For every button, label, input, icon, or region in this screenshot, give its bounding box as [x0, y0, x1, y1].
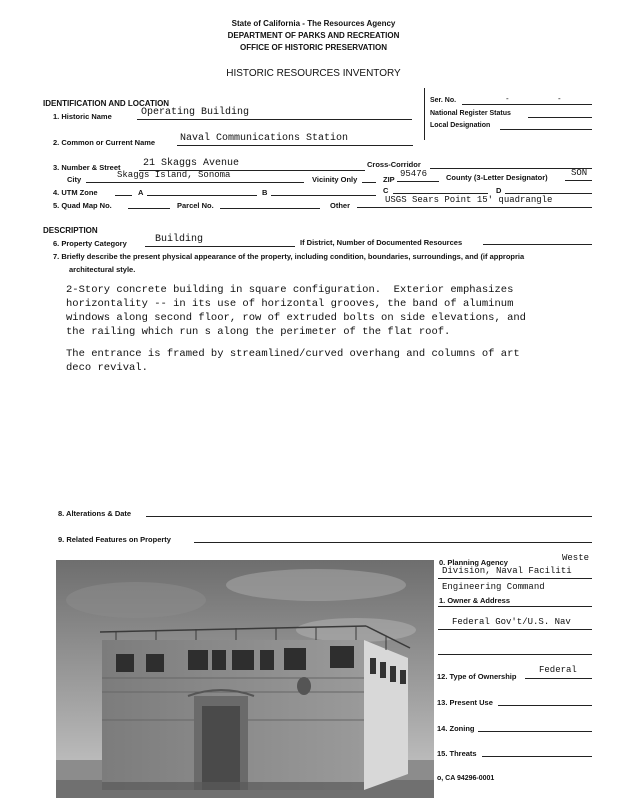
utm-d-label: D — [496, 186, 502, 195]
zip-line — [397, 181, 439, 182]
vicinity-label: Vicinity Only — [312, 175, 358, 184]
zoning-line — [478, 731, 592, 732]
ser-no-line — [462, 104, 592, 105]
planning-agency-value-cont: Division, Naval Faciliti — [442, 566, 572, 576]
common-name-value: Naval Communications Station — [180, 133, 349, 144]
utm-zone-label: 4. UTM Zone — [53, 188, 98, 197]
alterations-line — [146, 516, 592, 517]
description-heading: DESCRIPTION — [43, 226, 98, 235]
street-label: 3. Number & Street — [53, 163, 121, 172]
common-name-line — [177, 145, 413, 146]
city-value: Skaggs Island, Sonoma — [117, 170, 231, 180]
city-label: City — [67, 175, 82, 184]
county-label: County (3-Letter Designator) — [446, 173, 548, 182]
form-title: HISTORIC RESOURCES INVENTORY — [226, 68, 401, 79]
street-value: 21 Skaggs Avenue — [143, 158, 240, 169]
zoning-label: 14. Zoning — [437, 724, 475, 733]
present-use-line — [498, 705, 592, 706]
owner-address-label: 1. Owner & Address — [439, 596, 510, 605]
property-category-value: Building — [155, 234, 204, 245]
owner-address-line — [438, 654, 592, 655]
other-line — [357, 207, 592, 208]
zip-label: ZIP — [383, 175, 395, 184]
cross-corridor-line — [430, 168, 592, 169]
local-designation-line — [500, 129, 592, 130]
related-features-label: 9. Related Features on Property — [58, 535, 171, 544]
planning-agency-line — [438, 578, 592, 579]
planning-agency-label: 0. Planning Agency — [439, 558, 508, 567]
ownership-type-line — [525, 678, 592, 679]
utm-d-line — [505, 193, 592, 194]
parcel-line — [220, 208, 320, 209]
district-line — [483, 244, 592, 245]
owner-address-line — [438, 606, 592, 607]
planning-agency-value-cont2: Engineering Command — [442, 582, 545, 592]
national-register-line — [528, 117, 592, 118]
ser-no-dash: - — [558, 94, 561, 103]
planning-agency-value: Weste — [562, 553, 590, 563]
quad-map-line — [128, 208, 170, 209]
department-name: DEPARTMENT OF PARKS AND RECREATION — [227, 31, 400, 40]
other-label: Other — [330, 201, 351, 210]
zip-value: 95476 — [400, 169, 428, 179]
owner-address-value: Federal Gov't/U.S. Nav — [452, 617, 571, 627]
ownership-type-label: 12. Type of Ownership — [437, 672, 517, 681]
building-photograph — [56, 560, 434, 798]
other-value: USGS Sears Point 15' quadrangle — [385, 195, 553, 205]
utm-b-label: B — [262, 188, 268, 197]
brief-description-label: 7. Briefly describe the present physical appearance of the property, including condition, boundaries, surroundings, and (if appropria — [53, 252, 525, 261]
description-paragraph-2: The entrance is framed by streamlined/curved overhang and columns of art deco revival. — [66, 348, 520, 374]
cross-corridor-label: Cross-Corridor — [367, 160, 421, 169]
brief-description-label-cont: architectural style. — [69, 265, 136, 274]
identification-heading: IDENTIFICATION AND LOCATION — [43, 99, 170, 108]
ser-no-dash: - — [506, 94, 509, 103]
common-name-label: 2. Common or Current Name — [53, 138, 156, 147]
utm-c-line — [393, 193, 488, 194]
office-name: OFFICE OF HISTORIC PRESERVATION — [240, 43, 387, 52]
parcel-label: Parcel No. — [177, 201, 214, 210]
form-footer-code: o, CA 94296-0001 — [437, 775, 495, 782]
side-box-divider — [424, 88, 425, 140]
historic-name-label: 1. Historic Name — [53, 112, 112, 121]
quad-map-label: 5. Quad Map No. — [53, 201, 112, 210]
ser-no-label: Ser. No. — [430, 97, 457, 104]
historic-name-line — [137, 119, 412, 120]
district-label: If District, Number of Documented Resources — [300, 238, 463, 247]
county-value: SON — [571, 168, 588, 178]
owner-address-line — [438, 629, 592, 630]
city-line — [86, 182, 304, 183]
related-features-line — [194, 542, 592, 543]
county-line — [565, 180, 592, 181]
vicinity-line — [362, 182, 376, 183]
utm-b-line — [271, 195, 376, 196]
threats-line — [482, 756, 592, 757]
historic-name-value: Operating Building — [141, 107, 250, 118]
utm-a-label: A — [138, 188, 144, 197]
utm-zone-line — [115, 195, 132, 196]
utm-c-label: C — [383, 186, 389, 195]
description-paragraph-1: 2-Story concrete building in square configuration. Exterior emphasizes horizontality -- in its use of horizontal grooves, the band of aluminum windows along second floor, row of extruded bolts on side elevations, and the railing which run s along the perimeter of the flat roof. — [66, 284, 526, 338]
alterations-label: 8. Alterations & Date — [58, 509, 132, 518]
national-register-label: National Register Status — [430, 110, 511, 117]
threats-label: 15. Threats — [437, 749, 477, 758]
local-designation-label: Local Designation — [430, 122, 491, 129]
ownership-type-value: Federal — [539, 665, 577, 675]
property-category-line — [145, 246, 295, 247]
property-category-label: 6. Property Category — [53, 239, 127, 248]
utm-a-line — [147, 195, 257, 196]
agency-name: State of California - The Resources Agency — [231, 19, 396, 28]
present-use-label: 13. Present Use — [437, 698, 493, 707]
